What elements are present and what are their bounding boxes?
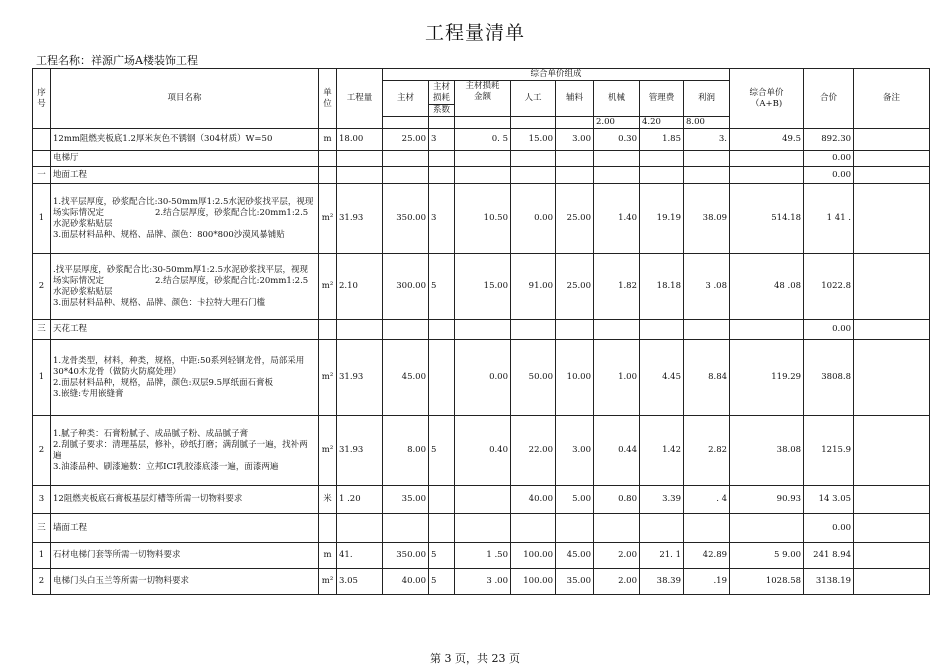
cell-total: 892.30 [804, 129, 854, 151]
cell-price [730, 514, 804, 543]
cell-main: 40.00 [383, 569, 429, 595]
cell-loss: 1 .50 [455, 543, 511, 569]
cell-coef [429, 486, 455, 514]
cell-loss [455, 486, 511, 514]
cell-qty: 3.05 [337, 569, 383, 595]
cell-aux [556, 167, 594, 184]
cell-remark [854, 543, 930, 569]
cell-price: 48 .08 [730, 254, 804, 320]
cell-name: 1.找平层厚度，砂浆配合比:30-50mm厚1:2.5水泥砂浆找平层，视现场实际情况定 2.结合层厚度，砂浆配合比:20mm1:2.5水泥砂浆粘贴层 3.面层材料品种、规格、品牌、颜色：800*800沙漠风暴铺贴 [51, 184, 319, 254]
cell-mach: 0.30 [594, 129, 640, 151]
cell-seq: 1 [33, 340, 51, 416]
cell-mgmt [640, 151, 684, 167]
cell-main [383, 167, 429, 184]
cell-seq: 1 [33, 184, 51, 254]
cell-total: 0.00 [804, 320, 854, 340]
cell-name: 石材电梯门套等所需一切物料要求 [51, 543, 319, 569]
cell-qty [337, 151, 383, 167]
cell-profit: 42.89 [684, 543, 730, 569]
section-row [33, 151, 930, 167]
cell-profit: 3 .08 [684, 254, 730, 320]
cell-coef: 3 [429, 184, 455, 254]
cell-mach: 1.40 [594, 184, 640, 254]
cell-remark [854, 320, 930, 340]
cell-remark [854, 184, 930, 254]
header-auxiliary: 辅料 [556, 81, 594, 117]
cell-unit [319, 167, 337, 184]
table-row [33, 184, 930, 254]
cell-price: 514.18 [730, 184, 804, 254]
table-row [33, 340, 930, 416]
cell-coef [429, 167, 455, 184]
cell-loss [455, 167, 511, 184]
cell-main: 300.00 [383, 254, 429, 320]
table-row [33, 569, 930, 595]
cell-labor: 100.00 [511, 543, 556, 569]
cell-price: 119.29 [730, 340, 804, 416]
cell-aux: 5.00 [556, 486, 594, 514]
cell-loss: 3 .00 [455, 569, 511, 595]
cell-coef: 3 [429, 129, 455, 151]
cell-coef: 5 [429, 569, 455, 595]
cell-profit: 38.09 [684, 184, 730, 254]
cell-seq: 2 [33, 416, 51, 486]
cell-mach [594, 514, 640, 543]
section-row [33, 320, 930, 340]
cell-mgmt [640, 167, 684, 184]
cell-total: 3138.19 [804, 569, 854, 595]
cell-loss [455, 151, 511, 167]
cell-labor: 0.00 [511, 184, 556, 254]
cell-price: 49.5 [730, 129, 804, 151]
cell-profit [684, 514, 730, 543]
cell-coef [429, 514, 455, 543]
cell-mgmt: 21. 1 [640, 543, 684, 569]
cell-price [730, 151, 804, 167]
cell-name: 电梯门头白玉兰等所需一切物料要求 [51, 569, 319, 595]
cell-unit: 米 [319, 486, 337, 514]
cell-unit [319, 151, 337, 167]
cell-qty: 1 .20 [337, 486, 383, 514]
cell-qty: 31.93 [337, 416, 383, 486]
cell-price [730, 320, 804, 340]
cell-mach [594, 167, 640, 184]
cell-main: 45.00 [383, 340, 429, 416]
cell-unit: m² [319, 416, 337, 486]
cell-labor [511, 151, 556, 167]
cell-labor: 50.00 [511, 340, 556, 416]
cell-labor [511, 167, 556, 184]
cell-coef: 5 [429, 416, 455, 486]
cell-profit: 8.84 [684, 340, 730, 416]
header-main-material: 主材 [383, 81, 429, 117]
header-labor: 人工 [511, 81, 556, 117]
cell-profit: 3. [684, 129, 730, 151]
cell-remark [854, 514, 930, 543]
cell-aux: 10.00 [556, 340, 594, 416]
cell-labor: 100.00 [511, 569, 556, 595]
cell-total: 1022.8 [804, 254, 854, 320]
cell-loss [455, 514, 511, 543]
cell-mgmt [640, 514, 684, 543]
cell-main [383, 514, 429, 543]
cell-coef: 5 [429, 254, 455, 320]
cell-main: 25.00 [383, 129, 429, 151]
cell-qty: 31.93 [337, 184, 383, 254]
cell-aux [556, 320, 594, 340]
cell-labor: 40.00 [511, 486, 556, 514]
cell-qty: 31.93 [337, 340, 383, 416]
cell-mgmt: 19.19 [640, 184, 684, 254]
cell-aux [556, 514, 594, 543]
section-row [33, 514, 930, 543]
header-management-fee: 管理费 [640, 81, 684, 117]
project-name: 工程名称：祥源广场A楼装饰工程 [36, 54, 198, 67]
cell-unit: m² [319, 254, 337, 320]
cell-coef: 5 [429, 543, 455, 569]
cell-seq: 1 [33, 543, 51, 569]
cell-aux: 35.00 [556, 569, 594, 595]
cell-name: 墙面工程 [51, 514, 319, 543]
cell-qty: 41. [337, 543, 383, 569]
cell-price: 90.93 [730, 486, 804, 514]
cell-labor: 22.00 [511, 416, 556, 486]
cell-profit: .19 [684, 569, 730, 595]
cell-aux: 45.00 [556, 543, 594, 569]
cell-qty: 2.10 [337, 254, 383, 320]
cell-coef [429, 320, 455, 340]
cell-total: 1 41 . [804, 184, 854, 254]
table-row [33, 254, 930, 320]
cell-mach [594, 151, 640, 167]
cell-qty [337, 320, 383, 340]
cell-unit: m [319, 129, 337, 151]
cell-price [730, 167, 804, 184]
cell-unit: m² [319, 569, 337, 595]
cell-seq: 一 [33, 167, 51, 184]
header-unit: 单 位 [319, 69, 337, 129]
cell-name: 电梯厅 [51, 151, 319, 167]
cell-mgmt: 3.39 [640, 486, 684, 514]
cell-seq [33, 151, 51, 167]
cell-unit: m² [319, 184, 337, 254]
header-item-name: 项目名称 [51, 69, 319, 129]
cell-aux: 25.00 [556, 184, 594, 254]
cell-unit: m [319, 543, 337, 569]
header-unit-price: 综合单价 （A+B) [730, 69, 804, 129]
cell-aux: 25.00 [556, 254, 594, 320]
cell-loss: 10.50 [455, 184, 511, 254]
cell-seq: 2 [33, 254, 51, 320]
cell-loss: 15.00 [455, 254, 511, 320]
cell-labor [511, 514, 556, 543]
cell-name: 12阻燃夹板底石膏板基层灯槽等所需一切物料要求 [51, 486, 319, 514]
cell-coef [429, 151, 455, 167]
cell-aux: 3.00 [556, 416, 594, 486]
cell-remark [854, 340, 930, 416]
cell-qty [337, 167, 383, 184]
cell-aux: 3.00 [556, 129, 594, 151]
cell-mgmt: 1.42 [640, 416, 684, 486]
cell-total: 1215.9 [804, 416, 854, 486]
cell-mgmt: 18.18 [640, 254, 684, 320]
cell-coef [429, 340, 455, 416]
cell-unit [319, 514, 337, 543]
header-machinery: 机械 [594, 81, 640, 117]
cell-price: 5 9.00 [730, 543, 804, 569]
cell-remark [854, 167, 930, 184]
table-row [33, 416, 930, 486]
cell-price: 38.08 [730, 416, 804, 486]
cell-mgmt: 4.45 [640, 340, 684, 416]
cell-total: 0.00 [804, 514, 854, 543]
cell-seq: 2 [33, 569, 51, 595]
cell-remark [854, 151, 930, 167]
header-unit-price-composition: 综合单价组成 [383, 69, 730, 81]
cell-total: 14 3.05 [804, 486, 854, 514]
cell-mach: 0.44 [594, 416, 640, 486]
cell-qty: 18.00 [337, 129, 383, 151]
cell-total: 241 8.94 [804, 543, 854, 569]
cell-profit: . 4 [684, 486, 730, 514]
cell-seq: 三 [33, 320, 51, 340]
cell-mach: 0.80 [594, 486, 640, 514]
cell-mach: 1.82 [594, 254, 640, 320]
profit-rate: 8.00 [684, 117, 730, 129]
cell-main: 35.00 [383, 486, 429, 514]
cell-total: 0.00 [804, 151, 854, 167]
cell-loss: 0.00 [455, 340, 511, 416]
machinery-rate: 2.00 [594, 117, 640, 129]
cell-labor [511, 320, 556, 340]
cell-seq: 三 [33, 514, 51, 543]
cell-qty [337, 514, 383, 543]
bill-of-quantities-table [32, 68, 930, 595]
cell-remark [854, 486, 930, 514]
management-fee-rate: 4.20 [640, 117, 684, 129]
cell-loss: 0.40 [455, 416, 511, 486]
cell-profit [684, 320, 730, 340]
header-coefficient: 系数 [429, 105, 455, 117]
cell-loss [455, 320, 511, 340]
cell-aux [556, 151, 594, 167]
cell-remark [854, 569, 930, 595]
cell-mach [594, 320, 640, 340]
cell-unit: m² [319, 340, 337, 416]
cell-main: 350.00 [383, 184, 429, 254]
cell-mgmt: 38.39 [640, 569, 684, 595]
cell-main [383, 320, 429, 340]
cell-price: 1028.58 [730, 569, 804, 595]
cell-profit [684, 167, 730, 184]
cell-name: .找平层厚度，砂浆配合比:30-50mm厚1:2.5水泥砂浆找平层，视现场实际情况定 2.结合层厚度，砂浆配合比:20mm1:2.5水泥砂浆粘贴层 3.面层材料品种、规格、品牌、颜色：卡拉特大理石门槛 [51, 254, 319, 320]
section-row [33, 167, 930, 184]
cell-total: 3808.8 [804, 340, 854, 416]
header-total: 合价 [804, 69, 854, 129]
cell-name: 1.龙骨类型，材料，种类，规格，中距:50系列轻钢龙骨，局部采用30*40木龙骨（做防火防腐处理） 2.面层材料品种，规格，品牌，颜色:双层9.5厚纸面石膏板 3.嵌缝:专用嵌缝膏 [51, 340, 319, 416]
cell-profit: 2.82 [684, 416, 730, 486]
cell-seq [33, 129, 51, 151]
cell-mach: 2.00 [594, 543, 640, 569]
table-row [33, 129, 930, 151]
header-quantity: 工程量 [337, 69, 383, 129]
header-seq: 序 号 [33, 69, 51, 129]
cell-seq: 3 [33, 486, 51, 514]
page-number: 第 3 页，共 23 页 [430, 652, 520, 665]
cell-loss: 0. 5 [455, 129, 511, 151]
cell-mgmt [640, 320, 684, 340]
cell-remark [854, 254, 930, 320]
cell-total: 0.00 [804, 167, 854, 184]
document-title: 工程量清单 [424, 22, 525, 44]
header-loss-amount: 主材损耗 金额 [455, 81, 511, 117]
table-row [33, 543, 930, 569]
table-row [33, 486, 930, 514]
cell-remark [854, 416, 930, 486]
cell-mgmt: 1.85 [640, 129, 684, 151]
cell-labor: 91.00 [511, 254, 556, 320]
header-profit: 利润 [684, 81, 730, 117]
cell-profit [684, 151, 730, 167]
cell-mach: 2.00 [594, 569, 640, 595]
cell-unit [319, 320, 337, 340]
cell-mach: 1.00 [594, 340, 640, 416]
cell-labor: 15.00 [511, 129, 556, 151]
cell-name: 地面工程 [51, 167, 319, 184]
cell-main: 350.00 [383, 543, 429, 569]
cell-name: 天花工程 [51, 320, 319, 340]
header-loss-coefficient: 主材 损耗 [429, 81, 455, 105]
cell-main [383, 151, 429, 167]
header-remark: 备注 [854, 69, 930, 129]
cell-name: 1.腻子种类：石膏粉腻子、成品腻子粉、成品腻子膏 2.刮腻子要求：清理基层，修补，砂纸打磨；满刮腻子一遍，找补两遍 3.油漆品种、刷漆遍数：立邦ICI乳胶漆底漆一遍，面漆两遍 [51, 416, 319, 486]
cell-main: 8.00 [383, 416, 429, 486]
cell-name: 12mm阻燃夹板底1.2厚米灰色不锈钢（304材质）W=50 [51, 129, 319, 151]
cell-remark [854, 129, 930, 151]
